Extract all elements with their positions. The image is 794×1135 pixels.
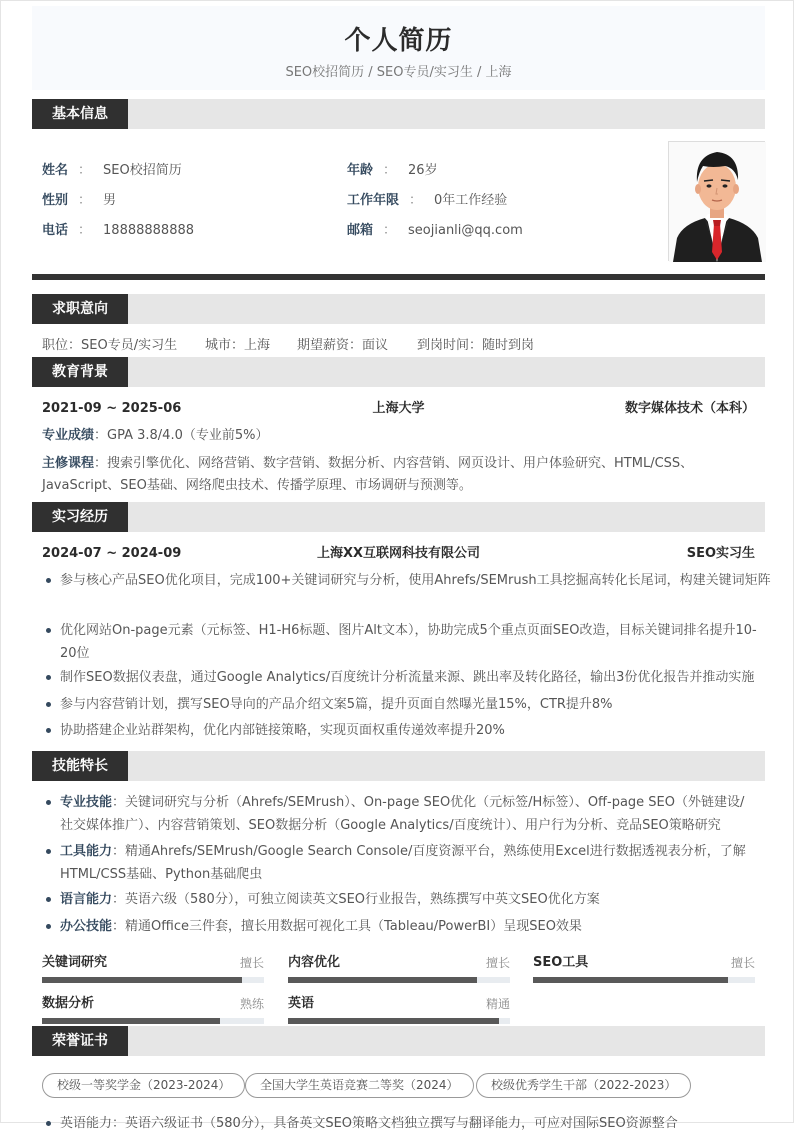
info-label: 电话 (42, 223, 69, 238)
section-title-honors: 荣誉证书 (32, 1026, 128, 1056)
info-value: seojianli@qq.com (408, 223, 523, 238)
education-courses (42, 453, 755, 497)
skill-name: 内容优化 (288, 955, 341, 970)
skill-bullet-label: 专业技能 (60, 795, 113, 810)
intent-city: 城市：上海 (205, 338, 271, 353)
honor-badge: 校级一等奖学金（2023-2024） (42, 1073, 245, 1098)
internship-bullet: 参与内容营销计划，撰写SEO导向的产品介绍文案5篇，提升页面自然曝光量15%，CTR提升8% (42, 693, 757, 716)
internship-row (42, 545, 755, 563)
skill-track (42, 1018, 264, 1024)
page-subtitle: SEO校招简历 / SEO专员/实习生 / 上海 (285, 65, 512, 80)
skill-bullet-label: 语言能力 (60, 892, 113, 907)
section-title-education: 教育背景 (32, 357, 128, 387)
section-title-intent: 求职意向 (32, 294, 128, 324)
info-label: 性别 (42, 193, 69, 208)
courses-value: ：搜索引擎优化、网络营销、数字营销、数据分析、内容营销、网页设计、用户体验研究、HTML/CSS、JavaScript、SEO基础、网络爬虫技术、传播学原理、市场调研与预测等。 (42, 456, 694, 493)
info-email: 邮箱 ： seojianli@qq.com (347, 223, 523, 238)
skill-track (288, 1018, 510, 1024)
skill-track (533, 977, 755, 983)
info-work-years: 工作年限 ： 0年工作经验 (347, 193, 508, 208)
skill-level: 精通 (485, 997, 510, 1011)
education-school: 上海大学 (372, 401, 425, 416)
skill-bullet: 语言能力：英语六级（580分），可独立阅读英文SEO行业报告，熟练撰写中英文SEO优化方案 (42, 888, 757, 911)
info-value: SEO校招简历 (103, 163, 182, 178)
skill-name: 英语 (288, 996, 315, 1011)
internship-bullet: 协助搭建企业站群架构，优化内部链接策略，实现页面权重传递效率提升20% (42, 719, 757, 742)
section-header-basic (32, 99, 765, 129)
skill-level: 擅长 (239, 956, 264, 970)
info-label: 姓名 (42, 163, 69, 178)
info-label: 工作年限 (347, 193, 400, 208)
skill-fill (288, 977, 477, 983)
resume-header (32, 6, 765, 90)
section-header-intent (32, 294, 765, 324)
education-major: 数字媒体技术（本科） (624, 401, 755, 416)
intent-salary: 期望薪资：面议 (297, 338, 389, 353)
avatar-portrait-icon (669, 142, 766, 262)
skill-bullet-label: 办公技能 (60, 919, 113, 934)
info-phone: 电话 ： 18888888888 (42, 223, 195, 238)
info-gender: 性别 ： 男 (42, 193, 117, 208)
skill-fill (533, 977, 728, 983)
courses-label: 主修课程 (42, 456, 95, 471)
section-title-internship: 实习经历 (32, 502, 128, 532)
internship-bullet: 制作SEO数据仪表盘，通过Google Analytics/百度统计分析流量来源、跳出率及转化路径，输出3份优化报告并推动实施 (42, 666, 757, 689)
internship-company: 上海XX互联网科技有限公司 (316, 546, 481, 561)
skill-bullet: 办公技能：精通Office三件套，擅长用数据可视化工具（Tableau/PowerBI）呈现SEO效果 (42, 915, 757, 938)
info-value: 男 (103, 193, 117, 208)
page-title: 个人简历 (344, 26, 453, 56)
section-title-basic: 基本信息 (32, 99, 128, 129)
skill-fill (288, 1018, 499, 1024)
skill-name: SEO工具 (533, 955, 589, 970)
section-header-skills (32, 751, 765, 781)
intent-arrival: 到岗时间：随时到岗 (417, 338, 535, 353)
skill-track (288, 977, 510, 983)
skill-level: 熟练 (239, 997, 264, 1011)
honor-truncated-line: 英语能力：英语六级证书（580分），具备英文SEO策略文档独立撰写与翻译能力，可应对国际SEO资源整合 (42, 1112, 757, 1135)
skill-name: 数据分析 (42, 996, 95, 1011)
avatar-photo (668, 141, 765, 261)
internship-bullet: 参与核心产品SEO优化项目，完成100+关键词研究与分析，使用Ahrefs/SEMrush工具挖掘高转化长尾词，构建关键词矩阵 (42, 569, 767, 592)
info-value: 0年工作经验 (434, 193, 508, 208)
info-label: 年龄 (347, 163, 374, 178)
skill-fill (42, 1018, 220, 1024)
internship-bullet: 优化网站On-page元素（元标签、H1-H6标题、图片Alt文本），协助完成5个重点页面SEO改造，目标关键词排名提升10-20位 (42, 619, 757, 665)
section-header-internship (32, 502, 765, 532)
gpa-value: ：GPA 3.8/4.0（专业前5%） (94, 428, 269, 443)
skill-bullet: 工具能力：精通Ahrefs/SEMrush/Google Search Console/百度资源平台，熟练使用Excel进行数据透视表分析，了解HTML/CSS基础、Python基础爬虫 (42, 840, 757, 886)
section-header-honors (32, 1026, 765, 1056)
info-age: 年龄 ： 26岁 (347, 163, 438, 178)
skill-bullet-label: 工具能力 (60, 844, 113, 859)
gpa-label: 专业成绩 (42, 428, 95, 443)
skill-track (42, 977, 264, 983)
info-name: 姓名 ： SEO校招简历 (42, 163, 182, 178)
education-row (42, 400, 755, 418)
section-header-education (32, 357, 765, 387)
divider (32, 274, 765, 280)
honor-badge: 全国大学生英语竞赛二等奖（2024） (245, 1073, 474, 1098)
intent-position: 职位：SEO专员/实习生 (42, 338, 178, 353)
education-gpa (42, 425, 755, 447)
skill-name: 关键词研究 (42, 955, 108, 970)
honor-badge: 校级优秀学生干部（2022-2023） (476, 1073, 691, 1098)
internship-period: 2024-07 ~ 2024-09 (42, 546, 182, 561)
info-value: 18888888888 (103, 223, 195, 238)
skill-level: 擅长 (485, 956, 510, 970)
section-title-skills: 技能特长 (32, 751, 128, 781)
skill-fill (42, 977, 242, 983)
skill-bullet: 专业技能：关键词研究与分析（Ahrefs/SEMrush）、On-page SEO优化（元标签/H标签）、Off-page SEO（外链建设/社交媒体推广）、内容营销策划、SEO数据分析（Google Analytics/百度统计）、用户行为分析、竞品SEO策略研究 (42, 791, 757, 837)
info-label: 邮箱 (347, 223, 374, 238)
internship-role: SEO实习生 (686, 546, 755, 561)
info-value: 26岁 (408, 163, 438, 178)
skill-level: 擅长 (730, 956, 755, 970)
education-period: 2021-09 ~ 2025-06 (42, 401, 182, 416)
